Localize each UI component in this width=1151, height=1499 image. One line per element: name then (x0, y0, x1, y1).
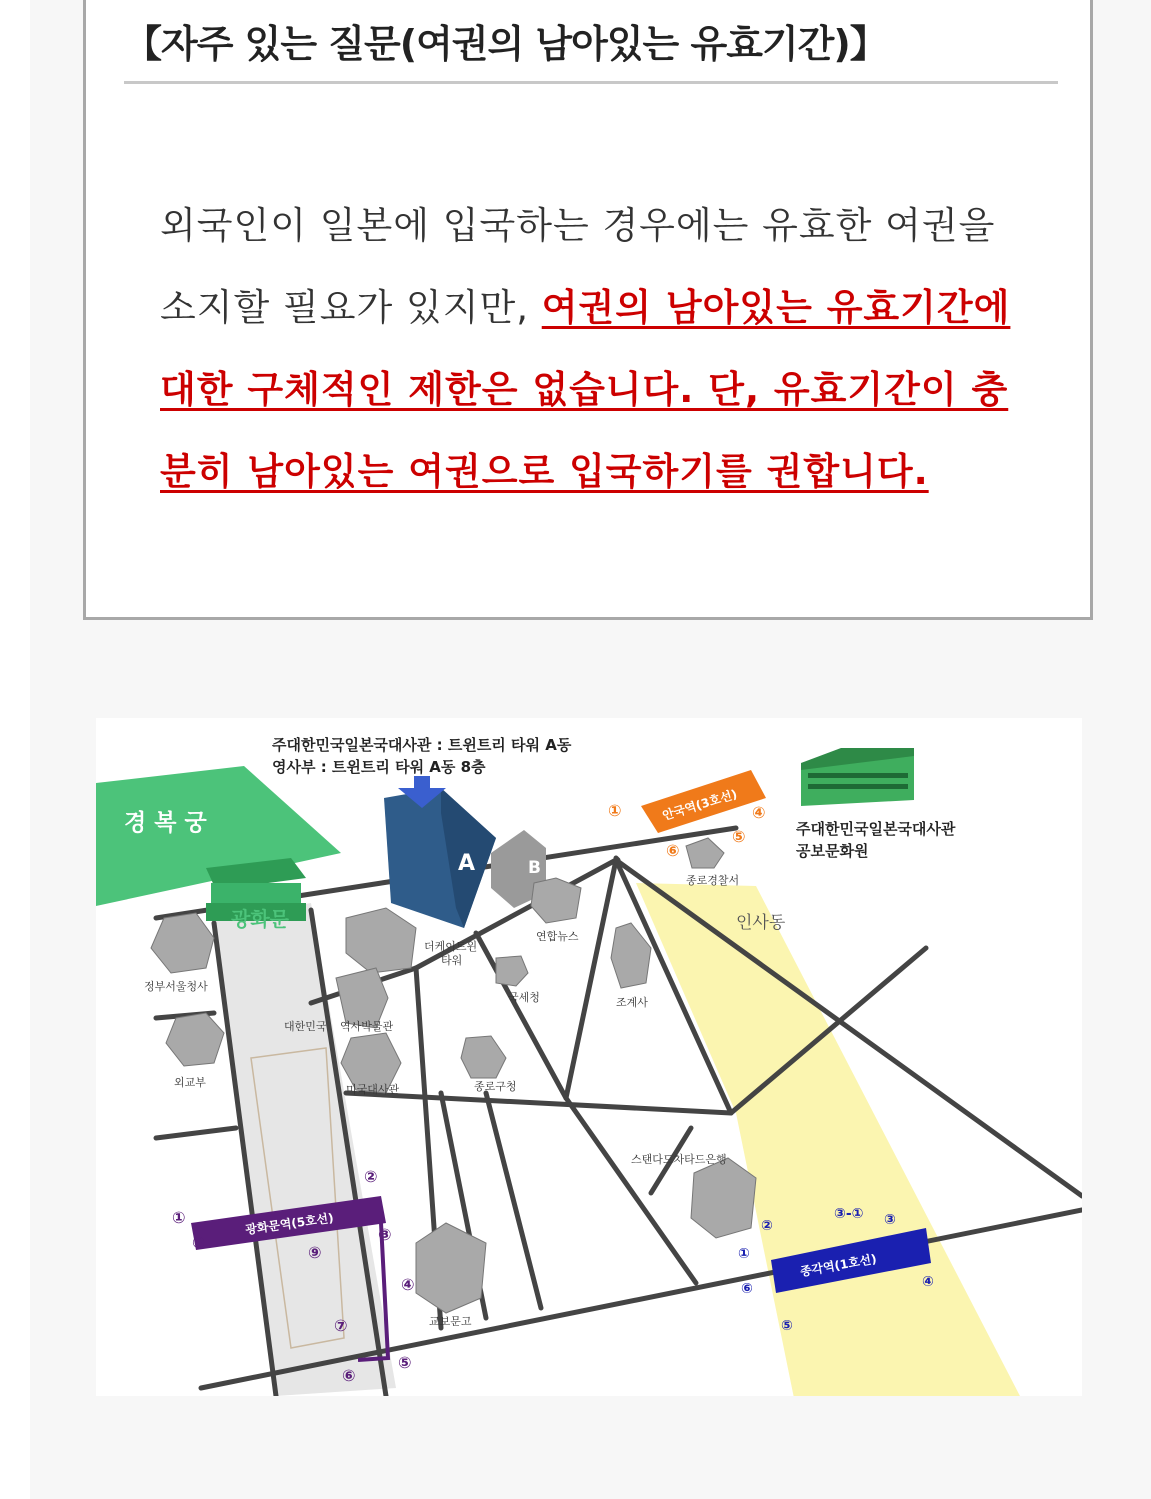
label-jogyesa: 조계사 (616, 996, 648, 1009)
faq-divider (124, 81, 1058, 84)
faq-body-text: 외국인이 일본에 입국하는 경우에는 유효한 여권을 소지할 필요가 있지만, (160, 204, 996, 329)
anguk-station-label: 안국역(3호선) (660, 786, 739, 823)
faq-title: 【자주 있는 질문(여권의 남아있는 유효기간)】 (124, 22, 887, 66)
jonggak-station-label: 종각역(1호선) (799, 1251, 878, 1279)
label-k-twin-1: 더케이트윈 (424, 940, 478, 953)
label-us-embassy: 미국대사관 (346, 1083, 400, 1096)
gwanghwamun-exit-6: ⑥ (342, 1366, 356, 1385)
culture-center-icon (801, 748, 914, 806)
gwanghwamun-exit-7: ⑦ (334, 1316, 348, 1335)
jonggak-exit-4: ④ (922, 1274, 934, 1290)
building-a-label: A (458, 851, 476, 876)
label-govt-complex: 정부서울청사 (144, 980, 208, 993)
faq-body-highlight: 여권의 남아있는 유효기간에 대한 구체적인 제한은 없습니다. 단, 유효기간이 충분히 남아있는 여권으로 입국하기를 권합니다. (160, 286, 1011, 493)
label-mofa: 외교부 (174, 1076, 206, 1089)
label-k-twin-2: 타워 (441, 954, 463, 967)
culture-center-label-2: 공보문화원 (796, 842, 869, 860)
gwanghwamun-exit-9: ⑨ (308, 1243, 322, 1262)
map-caption-consulate: 영사부 : 트윈트리 타워 A동 8층 (272, 758, 486, 776)
gwanghwamun-exit-3: ③ (378, 1225, 392, 1244)
jonggak-exit-3-1: ③-① (834, 1206, 864, 1222)
gwanghwamun-station-label: 광화문역(5호선) (244, 1210, 335, 1237)
anguk-exit-6: ⑥ (666, 841, 680, 860)
anguk-exit-1: ① (608, 801, 622, 820)
gwanghwamun-exit-2: ② (364, 1167, 378, 1186)
embassy-arrow-stem (414, 776, 430, 790)
label-jongno-police: 종로경찰서 (686, 874, 740, 887)
gwanghwamun-label: 광화문 (231, 907, 289, 931)
label-yonhap: 연합뉴스 (536, 930, 579, 943)
jonggak-exit-3: ③ (884, 1212, 896, 1228)
jonggak-exit-2: ② (761, 1218, 773, 1234)
culture-center-label-1: 주대한민국일본국대사관 (796, 820, 956, 838)
label-korea-museum-2: 역사박물관 (340, 1020, 394, 1033)
label-korea-museum-1: 대한민국 (284, 1020, 327, 1033)
anguk-exit-4: ④ (752, 803, 766, 822)
label-nts: 국세청 (508, 991, 540, 1004)
label-jongno-office: 종로구청 (474, 1080, 517, 1093)
gyeongbokgung-label: 경 복 궁 (124, 810, 207, 836)
map-caption-embassy: 주대한민국일본국대사관 : 트윈트리 타워 A동 (272, 736, 572, 754)
map-svg (96, 718, 1082, 1396)
jonggak-exit-5: ⑤ (781, 1318, 793, 1334)
gwanghwamun-exit-4: ④ (401, 1275, 415, 1294)
insadong-area (636, 883, 1021, 1396)
gwanghwamun-exit-5: ⑤ (398, 1353, 412, 1372)
gwanghwamun-exit-1: ① (172, 1208, 186, 1227)
faq-box (83, 0, 1093, 620)
embassy-location-map (96, 718, 1082, 1396)
label-kyobo: 교보문고 (429, 1315, 472, 1328)
jonggak-exit-1: ① (738, 1246, 750, 1262)
gwanghwamun-exit-8: ⑧ (192, 1233, 206, 1252)
faq-body (160, 185, 1020, 513)
insadong-label: 인사동 (736, 913, 786, 933)
anguk-exit-5: ⑤ (732, 827, 746, 846)
building-b-label: B (528, 858, 541, 878)
label-standard-chartered: 스탠다드차타드은행 (631, 1153, 727, 1166)
jonggak-exit-6: ⑥ (741, 1281, 753, 1297)
